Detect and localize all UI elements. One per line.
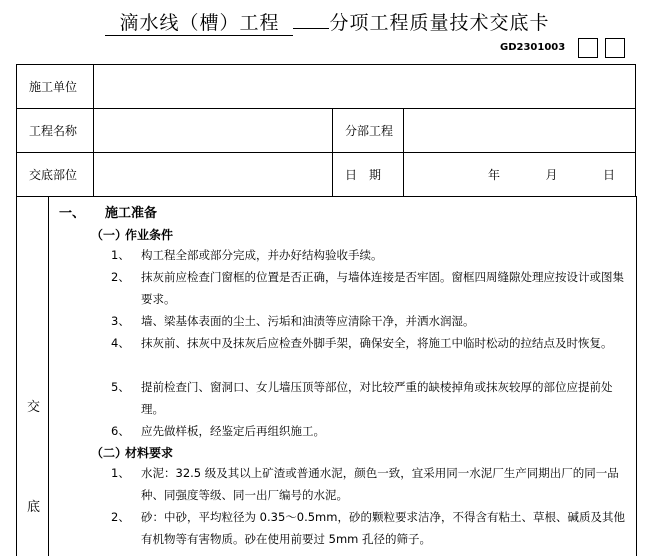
list-item xyxy=(111,420,631,442)
subsection-heading-2 xyxy=(91,444,173,461)
subsection-number: （一） xyxy=(91,228,128,242)
list-item-text: 提前检查门、窗洞口、女儿墙压顶等部位，对比较严重的缺棱掉角或抹灰较厚的部位应提前处理。 xyxy=(141,380,613,416)
list-item-number: 1、 xyxy=(111,248,130,262)
subsection-title: 材料要求 xyxy=(125,446,174,460)
date-month: 月 xyxy=(545,168,558,182)
document-title xyxy=(0,8,655,36)
date-year: 年 xyxy=(488,168,501,182)
title-project-blank: 滴水线（槽）工程 xyxy=(105,8,293,36)
list-item xyxy=(111,376,631,420)
list-item-number: 2、 xyxy=(111,510,130,524)
checkbox-2[interactable] xyxy=(605,38,625,58)
list-item xyxy=(111,310,631,332)
date-field[interactable] xyxy=(404,153,636,197)
side-char-1: 交 xyxy=(27,400,41,415)
list-item-text: 应先做样板，经鉴定后再组织施工。 xyxy=(141,424,325,438)
sub-project-label: 分部工程 xyxy=(333,109,404,153)
list-item-number: 2、 xyxy=(111,270,130,284)
title-underline xyxy=(293,28,329,29)
section-heading xyxy=(59,202,157,221)
row-project-name xyxy=(17,109,636,153)
date-label: 日 期 xyxy=(333,153,404,197)
list-item xyxy=(111,462,631,506)
list-item xyxy=(111,332,631,354)
handover-location-field[interactable] xyxy=(94,153,333,197)
checkbox-1[interactable] xyxy=(578,38,598,58)
list-item xyxy=(111,244,631,266)
construction-unit-field[interactable] xyxy=(94,65,636,109)
header-table xyxy=(16,64,636,197)
row-handover xyxy=(17,153,636,197)
list-item-text: 抹灰前、抹灰中及抹灰后应检查外脚手架，确保安全，将施工中临时松动的拉结点及时恢复。 xyxy=(141,336,613,350)
subsection-heading-1 xyxy=(91,226,173,243)
list-item-number: 5、 xyxy=(111,380,130,394)
list-item-text: 构工程全部或部分完成，并办好结构验收手续。 xyxy=(141,248,383,262)
list-item-number: 3、 xyxy=(111,314,130,328)
construction-unit-label: 施工单位 xyxy=(17,65,94,109)
list-item xyxy=(111,266,631,310)
list-item-text: 墙、梁基体表面的尘土、污垢和油渍等应清除干净，并洒水润湿。 xyxy=(141,314,475,328)
list-item-text: 抹灰前应检查门窗框的位置是否正确，与墙体连接是否牢固。窗框四周缝隙处理应按设计或图集要求。 xyxy=(141,270,624,306)
side-char-2: 底 xyxy=(27,500,41,515)
list-item-text: 水泥：32.5 级及其以上矿渣或普通水泥，颜色一致，宜采用同一水泥厂生产同期出厂的同一品种、同强度等级、同一出厂编号的水泥。 xyxy=(141,466,619,502)
title-suffix: 分项工程质量技术交底卡 xyxy=(329,12,550,34)
list-item-text: 砂：中砂，平均粒径为 0.35～0.5mm，砂的颗粒要求洁净，不得含有粘土、草根、碱质及其他有机物等有害物质。砂在使用前要过 5mm 孔径的筛子。 xyxy=(141,510,625,546)
subsection-number: （二） xyxy=(91,446,128,460)
subsection-title: 作业条件 xyxy=(125,228,174,242)
handover-location-label: 交底部位 xyxy=(17,153,94,197)
row-construction-unit xyxy=(17,65,636,109)
section-title: 施工准备 xyxy=(105,206,158,221)
project-name-label: 工程名称 xyxy=(17,109,94,153)
sub-project-field[interactable] xyxy=(404,109,636,153)
list-item-number: 6、 xyxy=(111,424,130,438)
section-number: 一、 xyxy=(59,206,86,221)
handover-content-box xyxy=(16,196,637,556)
date-day: 日 xyxy=(602,168,615,182)
list-item xyxy=(111,506,631,550)
document-code: GD2301003 xyxy=(500,42,566,53)
list-item-number: 1、 xyxy=(111,466,130,480)
project-name-field[interactable] xyxy=(94,109,333,153)
list-item-number: 4、 xyxy=(111,336,130,350)
side-label-column xyxy=(17,196,49,556)
